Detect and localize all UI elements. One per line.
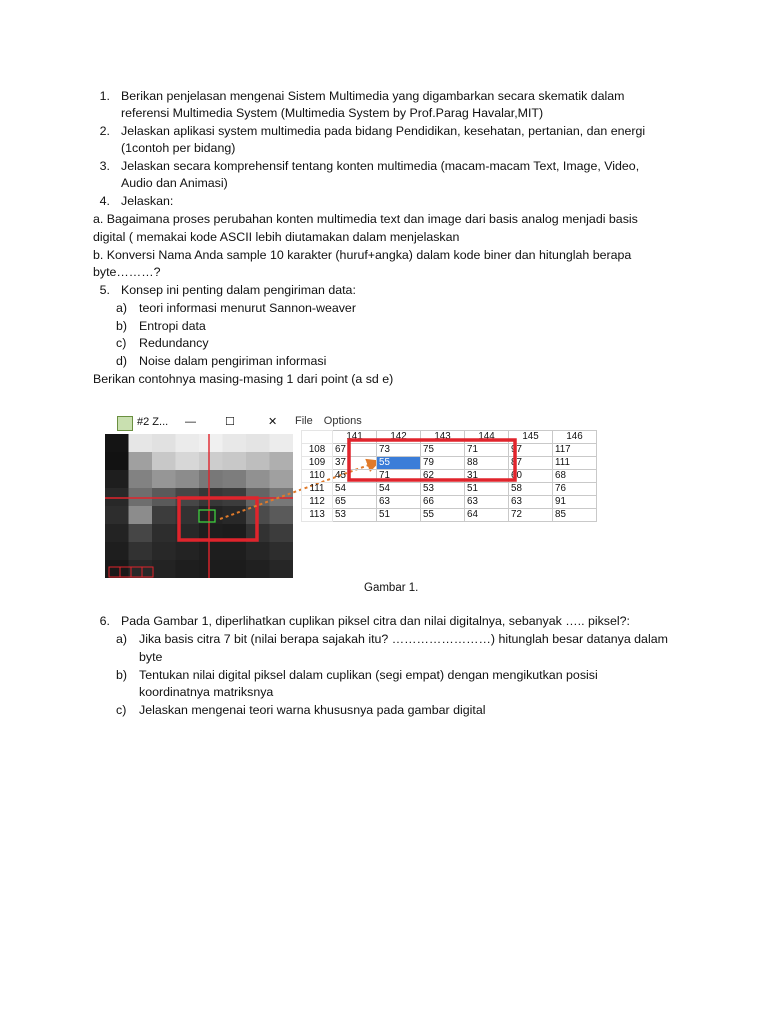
value-cell[interactable]: 91 [553, 496, 597, 509]
window-title: #2 Z... [137, 416, 169, 428]
pixel-values-panel [295, 412, 620, 580]
selected-value-cell[interactable]: 55 [377, 457, 421, 470]
q4-number: 4. [99, 194, 110, 208]
value-cell[interactable]: 54 [377, 483, 421, 496]
q4-a-line-2: digital ( memakai kode ASCII lebih diutamakan dalam menjelaskan [93, 230, 460, 244]
q2-line-2: (1contoh per bidang) [121, 141, 236, 155]
q4-b-line-1: b. Konversi Nama Anda sample 10 karakter (huruf+angka) dalam kode biner dan hitunglah berapa [93, 248, 632, 262]
value-cell[interactable]: 37 [333, 457, 377, 470]
row-header: 112 [302, 496, 333, 509]
q2-line-1: Jelaskan aplikasi system multimedia pada bidang Pendidikan, kesehatan, pertanian, dan energi [121, 124, 646, 138]
value-cell[interactable]: 63 [509, 496, 553, 509]
q6-b-line-2: koordinatnya matriksnya [139, 685, 274, 699]
q3-line-1: Jelaskan secara komprehensif tentang konten multimedia (macam-macam Text, Image, Video, [121, 159, 640, 173]
row-header: 113 [302, 509, 333, 522]
q1-line-2: referensi Multimedia System (Multimedia System by Prof.Parag Havalar,MIT) [121, 106, 544, 120]
value-cell[interactable]: 66 [421, 496, 465, 509]
q5-item-mark: b) [116, 319, 128, 333]
value-cell[interactable]: 54 [333, 483, 377, 496]
value-cell[interactable]: 111 [553, 457, 597, 470]
q6-a-line-1: Jika basis citra 7 bit (nilai berapa sajakah itu? ……………………) hitunglah besar datanya dalam [139, 632, 668, 646]
row-header: 109 [302, 457, 333, 470]
figure-1 [105, 412, 620, 580]
col-header: 143 [421, 431, 465, 444]
q3-number: 3. [99, 159, 110, 173]
value-cell[interactable]: 62 [421, 470, 465, 483]
value-cell[interactable]: 60 [509, 470, 553, 483]
col-header: 141 [333, 431, 377, 444]
col-header: 144 [465, 431, 509, 444]
value-cell[interactable]: 87 [509, 457, 553, 470]
value-cell[interactable]: 76 [553, 483, 597, 496]
value-cell[interactable]: 67 [333, 444, 377, 457]
q5-item-text: Redundancy [139, 336, 209, 350]
q5-item-mark: a) [116, 301, 128, 315]
value-cell[interactable]: 65 [333, 496, 377, 509]
value-cell[interactable]: 64 [465, 509, 509, 522]
figure-caption: Gambar 1. [364, 582, 419, 594]
q5-item-mark: c) [116, 336, 127, 350]
q3-line-2: Audio dan Animasi) [121, 176, 228, 190]
value-cell[interactable]: 51 [465, 483, 509, 496]
value-cell[interactable]: 55 [421, 509, 465, 522]
value-cell[interactable]: 79 [421, 457, 465, 470]
q4-title: Jelaskan: [121, 194, 174, 208]
col-header: 145 [509, 431, 553, 444]
value-cell[interactable]: 51 [377, 509, 421, 522]
row-header: 110 [302, 470, 333, 483]
close-icon[interactable]: ✕ [268, 416, 278, 428]
maximize-icon[interactable]: ☐ [225, 416, 235, 428]
value-cell[interactable]: 53 [421, 483, 465, 496]
value-cell[interactable]: 88 [465, 457, 509, 470]
q2-number: 2. [99, 124, 110, 138]
q5-item-text: teori informasi menurut Sannon-weaver [139, 301, 356, 315]
value-cell[interactable]: 63 [465, 496, 509, 509]
row-header: 108 [302, 444, 333, 457]
minimize-icon[interactable]: — [185, 416, 196, 428]
q5-number: 5. [99, 283, 110, 297]
value-cell[interactable]: 31 [465, 470, 509, 483]
value-cell[interactable]: 117 [553, 444, 597, 457]
value-cell[interactable]: 68 [553, 470, 597, 483]
value-cell[interactable]: 45 [333, 470, 377, 483]
q6-a-line-2: byte [139, 650, 163, 664]
q5-item-text: Noise dalam pengiriman informasi [139, 354, 327, 368]
value-cell[interactable]: 58 [509, 483, 553, 496]
q4-a-line-1: a. Bagaimana proses perubahan konten multimedia text dan image dari basis analog menjadi basis [93, 212, 638, 226]
highlight-layer [295, 412, 620, 580]
value-cell[interactable]: 73 [377, 444, 421, 457]
q5-title: Konsep ini penting dalam pengiriman data: [121, 283, 356, 297]
value-cell[interactable]: 75 [421, 444, 465, 457]
q5-item-text: Entropi data [139, 319, 206, 333]
col-header: 146 [553, 431, 597, 444]
q5-note: Berikan contohnya masing-masing 1 dari point (a sd e) [93, 372, 394, 386]
q6-c-line-1: Jelaskan mengenai teori warna khususnya pada gambar digital [139, 703, 486, 717]
table-highlight-rectangle [349, 440, 515, 480]
value-cell[interactable]: 53 [333, 509, 377, 522]
q6-title: Pada Gambar 1, diperlihatkan cuplikan piksel citra dan nilai digitalnya, sebanyak ….. piksel?: [121, 614, 630, 628]
value-cell[interactable]: 85 [553, 509, 597, 522]
q6-item-mark: c) [116, 703, 127, 717]
q1-number: 1. [99, 89, 110, 103]
q4-b-line-2: byte………? [93, 265, 161, 279]
q6-number: 6. [99, 614, 110, 628]
menu-file[interactable]: File [295, 415, 313, 427]
value-cell[interactable]: 71 [465, 444, 509, 457]
q6-b-line-1: Tentukan nilai digital piksel dalam cuplikan (segi empat) dengan mengikutkan posisi [139, 668, 598, 682]
value-cell[interactable]: 97 [509, 444, 553, 457]
col-header: 142 [377, 431, 421, 444]
menu-options[interactable]: Options [323, 415, 362, 427]
q6-item-mark: a) [116, 632, 128, 646]
q5-item-mark: d) [116, 354, 128, 368]
row-header: 111 [302, 483, 333, 496]
value-cell[interactable]: 72 [509, 509, 553, 522]
value-cell[interactable]: 63 [377, 496, 421, 509]
q6-item-mark: b) [116, 668, 128, 682]
q1-line-1: Berikan penjelasan mengenai Sistem Multimedia yang digambarkan secara skematik dalam [121, 89, 625, 103]
value-cell[interactable]: 71 [377, 470, 421, 483]
